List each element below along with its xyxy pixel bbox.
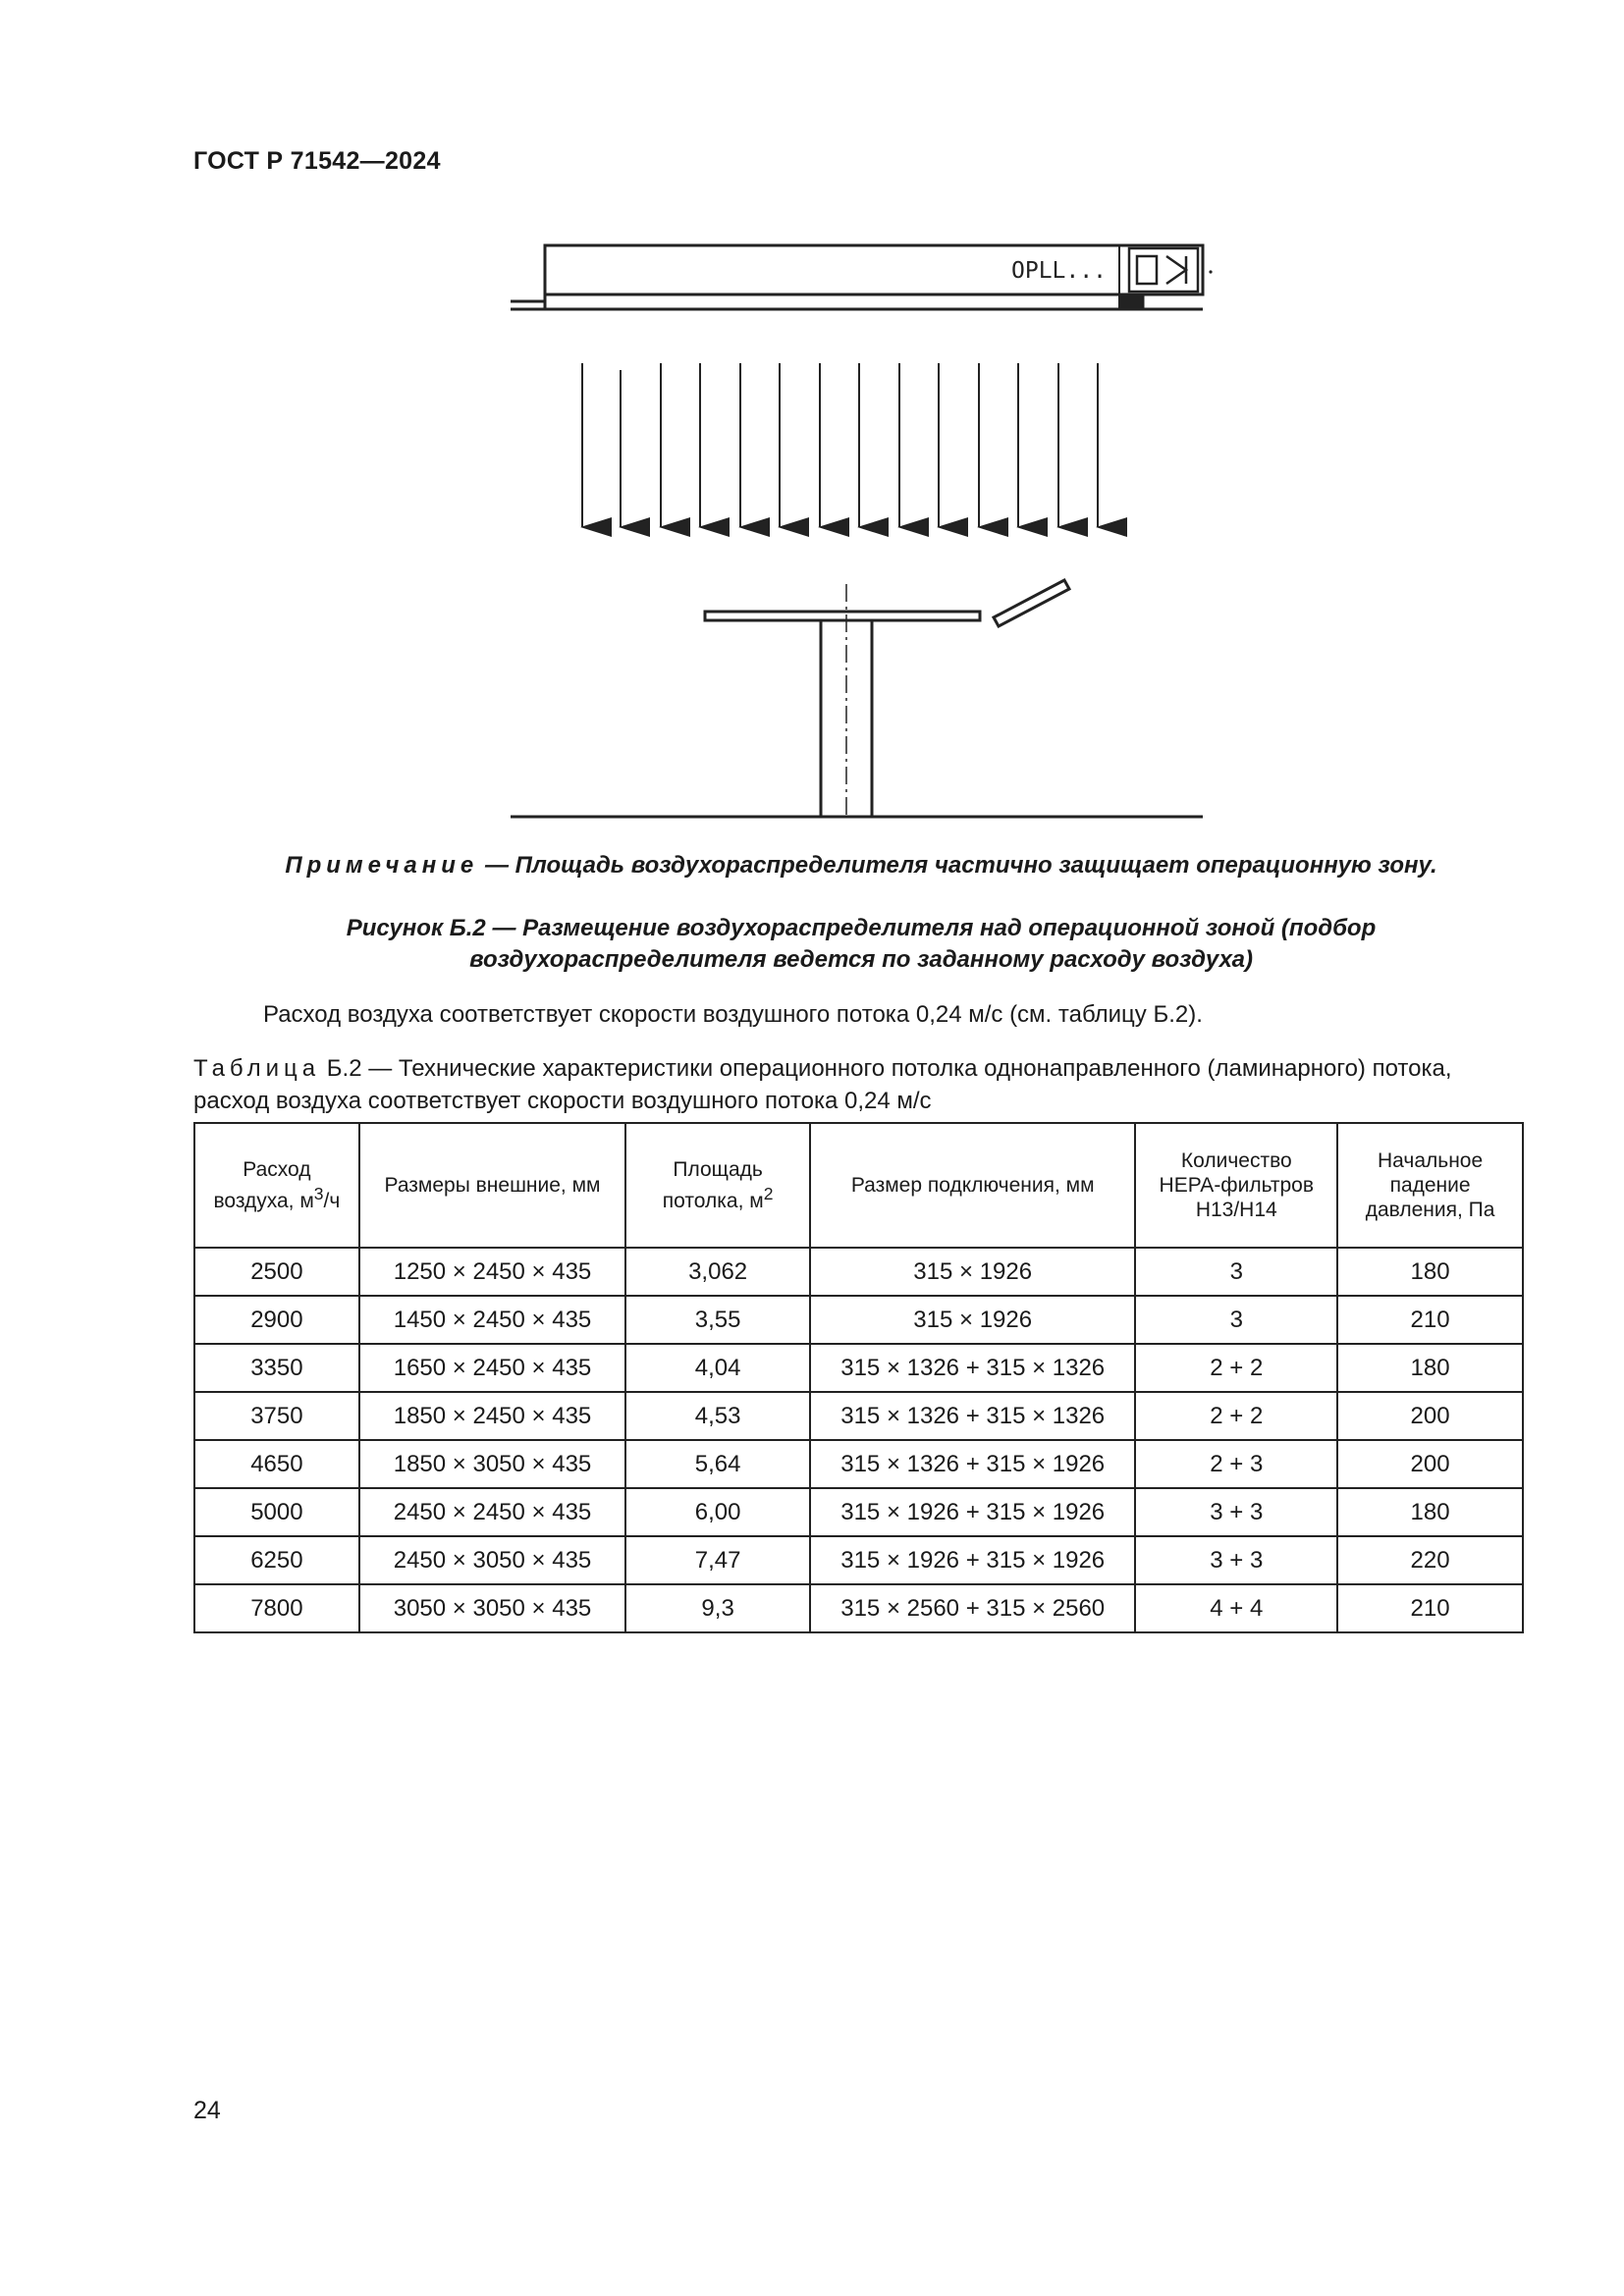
figure-caption <box>193 913 1529 976</box>
cell-connection: 315 × 2560 + 315 × 2560 <box>810 1584 1135 1632</box>
caption-line-2: воздухораспределителя ведется по заданному расходу воздуха) <box>469 946 1253 973</box>
cell-dimensions: 2450 × 3050 × 435 <box>359 1536 625 1584</box>
cell-dimensions: 1850 × 2450 × 435 <box>359 1392 625 1440</box>
cell-connection: 315 × 1926 <box>810 1248 1135 1296</box>
table-header-row <box>194 1123 1523 1248</box>
table-title: Таблица Б.2 — Технические характеристики операционного потолка однонаправленного (ламинарного) потока, расход воздуха соответствует скорости воздушного потока 0,24 м/с <box>193 1055 1452 1114</box>
cell-pressure: 200 <box>1337 1392 1523 1440</box>
cell-pressure: 220 <box>1337 1536 1523 1584</box>
cell-area: 6,00 <box>625 1488 810 1536</box>
cell-pressure: 210 <box>1337 1584 1523 1632</box>
cell-airflow: 3750 <box>194 1392 359 1440</box>
specs-table <box>193 1122 1524 1633</box>
table-row <box>194 1488 1523 1536</box>
cell-dimensions: 3050 × 3050 × 435 <box>359 1584 625 1632</box>
cell-connection: 315 × 1926 + 315 × 1926 <box>810 1536 1135 1584</box>
device-label: OPLL... <box>1011 258 1107 284</box>
cell-area: 5,64 <box>625 1440 810 1488</box>
cell-pressure: 200 <box>1337 1440 1523 1488</box>
cell-pressure: 180 <box>1337 1248 1523 1296</box>
cell-filters: 4 + 4 <box>1135 1584 1337 1632</box>
page-number: 24 <box>193 2097 221 2124</box>
header-area: Площадь потолка, $м^2$ <box>625 1123 810 1248</box>
cell-filters: 3 + 3 <box>1135 1488 1337 1536</box>
cell-area: 4,04 <box>625 1344 810 1392</box>
cell-dimensions: 2450 × 2450 × 435 <box>359 1488 625 1536</box>
cell-dimensions: 1250 × 2450 × 435 <box>359 1248 625 1296</box>
body-paragraph: Расход воздуха соответствует скорости воздушного потока 0,24 м/с (см. таблицу Б.2). <box>263 1001 1203 1028</box>
cell-airflow: 5000 <box>194 1488 359 1536</box>
cell-airflow: 2900 <box>194 1296 359 1344</box>
header-dimensions: Размеры внешние, мм <box>359 1123 625 1248</box>
cell-pressure: 180 <box>1337 1488 1523 1536</box>
figure-note: Примечание — Площадь воздухораспределителя частично защищает операционную зону. <box>285 852 1437 879</box>
cell-connection: 315 × 1326 + 315 × 1926 <box>810 1440 1135 1488</box>
table-row <box>194 1440 1523 1488</box>
cell-filters: 3 + 3 <box>1135 1536 1337 1584</box>
lamp-panel <box>994 580 1069 626</box>
header-connection: Размер подключения, мм <box>810 1123 1135 1248</box>
cell-filters: 2 + 3 <box>1135 1440 1337 1488</box>
cell-dimensions: 1650 × 2450 × 435 <box>359 1344 625 1392</box>
airflow-arrows <box>582 363 1098 527</box>
cell-connection: 315 × 1326 + 315 × 1326 <box>810 1344 1135 1392</box>
cell-filters: 3 <box>1135 1248 1337 1296</box>
cell-filters: 2 + 2 <box>1135 1344 1337 1392</box>
cell-area: 9,3 <box>625 1584 810 1632</box>
table-row <box>194 1344 1523 1392</box>
cell-airflow: 7800 <box>194 1584 359 1632</box>
cell-filters: 2 + 2 <box>1135 1392 1337 1440</box>
header-filters: Количество НЕРА-фильтров Н13/Н14 <box>1135 1123 1337 1248</box>
caption-line-1: Рисунок Б.2 — Размещение воздухораспределителя над операционной зоной (подбор <box>346 915 1377 941</box>
cell-dimensions: 1450 × 2450 × 435 <box>359 1296 625 1344</box>
table-row <box>194 1536 1523 1584</box>
cell-area: 3,55 <box>625 1296 810 1344</box>
figure-diagram <box>501 231 1227 820</box>
table-row <box>194 1392 1523 1440</box>
cell-area: 4,53 <box>625 1392 810 1440</box>
table-row <box>194 1584 1523 1632</box>
cell-airflow: 3350 <box>194 1344 359 1392</box>
table-row <box>194 1248 1523 1296</box>
cell-area: 7,47 <box>625 1536 810 1584</box>
header-airflow: Расход воздуха, $м^3/ч$ <box>194 1123 359 1248</box>
operating-table-top <box>705 612 980 620</box>
cell-pressure: 180 <box>1337 1344 1523 1392</box>
cell-airflow: 4650 <box>194 1440 359 1488</box>
table-row <box>194 1296 1523 1344</box>
cell-pressure: 210 <box>1337 1296 1523 1344</box>
cell-dimensions: 1850 × 3050 × 435 <box>359 1440 625 1488</box>
cell-area: 3,062 <box>625 1248 810 1296</box>
cell-connection: 315 × 1926 + 315 × 1926 <box>810 1488 1135 1536</box>
document-code: ГОСТ Р 71542—2024 <box>193 147 441 175</box>
cell-connection: 315 × 1926 <box>810 1296 1135 1344</box>
cell-airflow: 6250 <box>194 1536 359 1584</box>
cell-filters: 3 <box>1135 1296 1337 1344</box>
header-pressure: Начальное падение давления, Па <box>1337 1123 1523 1248</box>
cell-connection: 315 × 1326 + 315 × 1326 <box>810 1392 1135 1440</box>
cell-airflow: 2500 <box>194 1248 359 1296</box>
